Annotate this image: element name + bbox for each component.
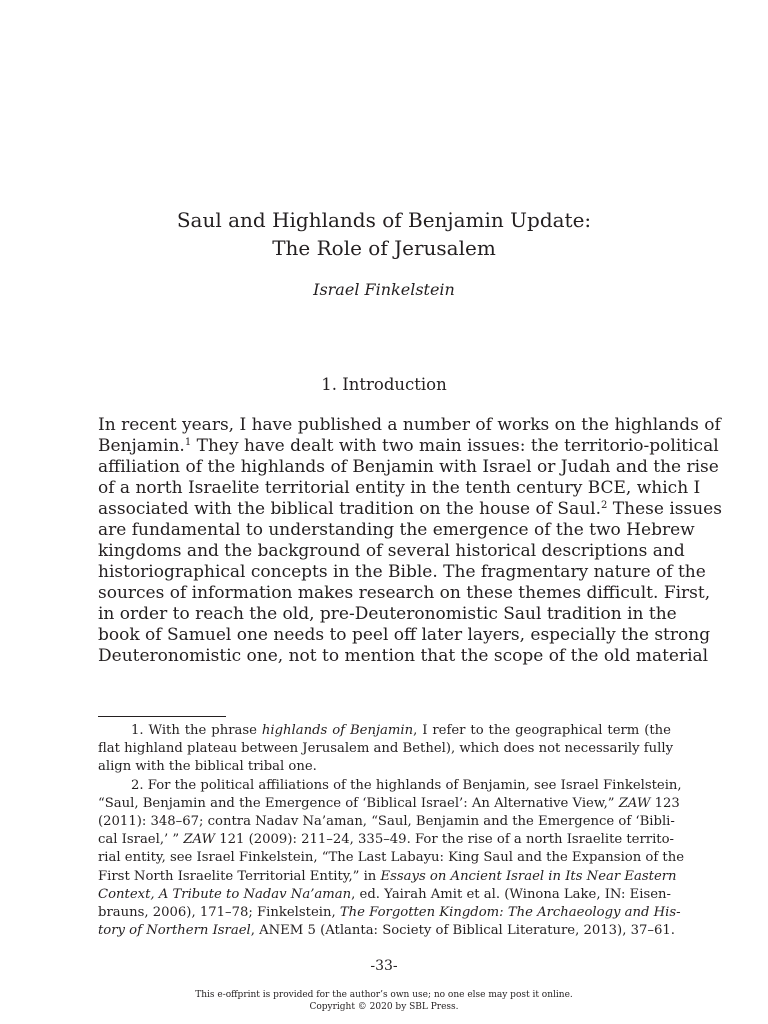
footnote-2-line bbox=[98, 795, 680, 813]
footnote-2-line bbox=[98, 904, 681, 922]
offprint-notice: This e-offprint is provided for the author’s own use; no one else may post it online. bbox=[195, 990, 573, 1000]
author-name: Israel Finkelstein bbox=[313, 280, 455, 299]
footnote-text: , ANEM 5 (Atlanta: Society of Biblical Literature, 2013), 37–61. bbox=[250, 923, 675, 939]
footnote-1-line: flat highland plateau between Jerusalem and Bethel), which does not necessarily fully bbox=[98, 741, 674, 757]
footnote-2-line: (2011): 348–67; contra Nadav Na’aman, “Saul, Benjamin and the Emergence of ‘Bibli- bbox=[98, 813, 675, 829]
footnote-text: 121 (2009): 211–24, 335–49. For the rise of a north Israelite territo- bbox=[215, 832, 674, 848]
body-paragraph bbox=[98, 415, 722, 667]
footnote-2-line bbox=[98, 886, 671, 904]
footnote-2-line bbox=[98, 868, 677, 886]
footnote-text: , I refer to the geographical term (the bbox=[413, 723, 671, 738]
body-line: in order to reach the old, pre-Deuteronomistic Saul tradition in the bbox=[98, 604, 677, 624]
body-text-segment: Benjamin. bbox=[98, 436, 185, 456]
body-line bbox=[98, 436, 719, 457]
body-line bbox=[98, 499, 722, 520]
footnote-text: , ed. Yairah Amit et al. (Winona Lake, IN: Eisen- bbox=[351, 886, 672, 902]
footnote-text: First North Israelite Territorial Entity,” in bbox=[98, 868, 381, 884]
body-line: book of Samuel one needs to peel off later layers, especially the strong bbox=[98, 625, 711, 645]
footnote-italic: Context, A Tribute to Nadav Na’aman bbox=[98, 886, 352, 902]
footnote-text: “Saul, Benjamin and the Emergence of ‘Biblical Israel’: An Alternative View,” bbox=[98, 795, 619, 811]
footnote-italic: ZAW bbox=[618, 795, 651, 811]
footnote-separator bbox=[98, 716, 226, 717]
footnote-italic: Essays on Ancient Israel in Its Near Eastern bbox=[380, 868, 677, 884]
footnote-2-line bbox=[98, 831, 674, 849]
footnote-text: 1. With the phrase bbox=[131, 723, 262, 738]
body-line: sources of information makes research on these themes difficult. First, bbox=[98, 583, 711, 603]
body-line: of a north Israelite territorial entity in the tenth century BCE, which I bbox=[98, 478, 701, 498]
footnote-text: 123 bbox=[650, 795, 680, 811]
body-line: In recent years, I have published a number of works on the highlands of bbox=[98, 415, 721, 435]
body-line: Deuteronomistic one, not to mention that the scope of the old material bbox=[98, 646, 709, 666]
article-title-line-1: Saul and Highlands of Benjamin Update: bbox=[176, 208, 592, 232]
footnote-italic: The Forgotten Kingdom: The Archaeology and His- bbox=[339, 904, 681, 920]
body-line: are fundamental to understanding the emergence of the two Hebrew bbox=[98, 520, 695, 540]
footnote-1-line: align with the biblical tribal one. bbox=[98, 759, 317, 775]
body-line: historiographical concepts in the Bible. The fragmentary nature of the bbox=[98, 562, 706, 582]
footnote-italic: tory of Northern Israel bbox=[98, 923, 251, 939]
article-title-line-2: The Role of Jerusalem bbox=[272, 236, 496, 260]
body-text-segment: They have dealt with two main issues: the territorio-political bbox=[191, 436, 719, 456]
footnote-2-line: rial entity, see Israel Finkelstein, “The Last Labayu: King Saul and the Expansion of the bbox=[98, 850, 685, 866]
page-number: -33- bbox=[370, 958, 398, 974]
footnote-italic: ZAW bbox=[183, 832, 216, 848]
footnote-1-line bbox=[98, 722, 671, 740]
footnote-text: cal Israel,’ ” bbox=[98, 832, 184, 848]
copyright-notice: Copyright © 2020 by SBL Press. bbox=[309, 1002, 459, 1012]
footnote-2-line bbox=[98, 922, 675, 940]
body-line: kingdoms and the background of several historical descriptions and bbox=[98, 541, 685, 561]
footnote-2-line: 2. For the political affiliations of the highlands of Benjamin, see Israel Finkelstein, bbox=[131, 777, 682, 793]
footnote-ref-2[interactable]: 2 bbox=[601, 500, 608, 511]
body-text-segment: These issues bbox=[607, 499, 722, 519]
footnote-text: brauns, 2006), 171–78; Finkelstein, bbox=[98, 904, 340, 920]
footnote-ref-1[interactable]: 1 bbox=[184, 437, 192, 448]
footnote-italic: highlands of Benjamin bbox=[261, 723, 414, 738]
section-heading: 1. Introduction bbox=[321, 375, 447, 394]
body-line: affiliation of the highlands of Benjamin with Israel or Judah and the rise bbox=[98, 457, 719, 477]
footnotes bbox=[98, 722, 685, 940]
body-text-segment: associated with the biblical tradition on the house of Saul. bbox=[98, 499, 602, 519]
